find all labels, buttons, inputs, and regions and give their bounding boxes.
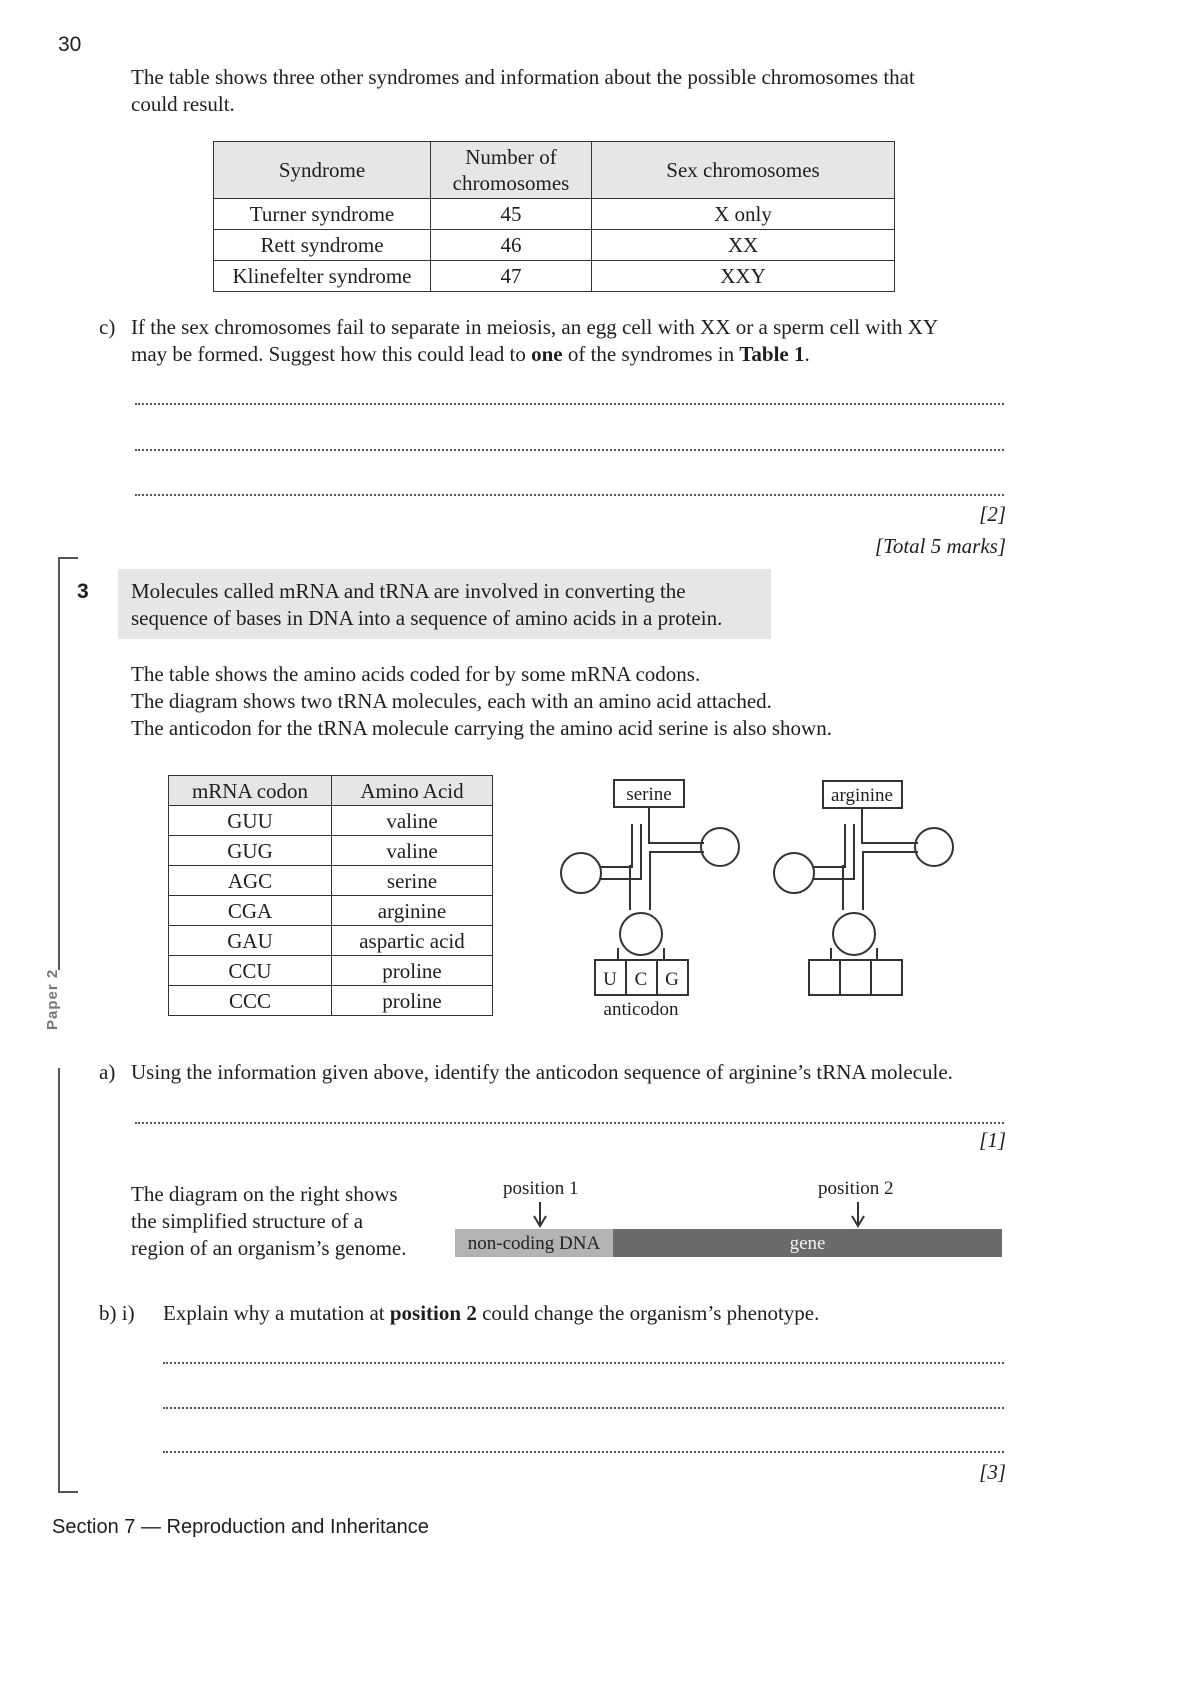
count-cell: 46 (431, 230, 592, 261)
q3a-label: a) (99, 1060, 116, 1084)
q2c-text: may be formed. Suggest how this could lead to (131, 342, 532, 366)
trna-loop (701, 828, 739, 866)
position-1-label: position 1 (503, 1178, 579, 1199)
q3-info-1: The table shows the amino acids coded for by some mRNA codons. (131, 662, 701, 686)
syndrome-cell: Rett syndrome (214, 230, 431, 261)
genome-text-2: the simplified structure of a (131, 1209, 364, 1233)
answer-line[interactable] (163, 1362, 1004, 1364)
table-row (214, 199, 895, 230)
q3a-text: Using the information given above, identify the anticodon sequence of arginine’s tRNA molecule. (131, 1060, 953, 1084)
q3bi-text-part: Explain why a mutation at (163, 1301, 390, 1325)
table-row (169, 836, 493, 866)
amino-acid-cell: valine (332, 836, 493, 866)
q3-info-2: The diagram shows two tRNA molecules, each with an amino acid attached. (131, 689, 772, 713)
amino-acid-header: Amino Acid (332, 776, 493, 806)
trna-strand (600, 824, 641, 879)
genome-text-1: The diagram on the right shows (131, 1182, 398, 1206)
syndrome-header: Syndrome (214, 142, 431, 199)
q2c-line-1: If the sex chromosomes fail to separate in meiosis, an egg cell with XX or a sperm cell with XY (131, 315, 939, 339)
intro-line-2: could result. (131, 92, 235, 116)
trna-strand (650, 852, 704, 910)
anticodon-base: U (603, 969, 617, 990)
genome-text-3: region of an organism’s genome. (131, 1236, 407, 1260)
codon-cell: CCC (169, 986, 332, 1016)
trna-molecule-arginine (774, 781, 953, 995)
trna-strand (863, 852, 918, 910)
answer-line[interactable] (163, 1451, 1004, 1453)
trna-strand (862, 808, 918, 843)
sex-chromosomes-header: Sex chromosomes (592, 142, 895, 199)
table-row (169, 806, 493, 836)
position-1-arrow (530, 1200, 550, 1230)
amino-acid-cell: serine (332, 866, 493, 896)
side-bracket-cap-top (58, 557, 78, 559)
chromosome-count-header-line2: chromosomes (452, 171, 570, 195)
codon-cell: CGA (169, 896, 332, 926)
q2c-emphasis-table: Table 1 (739, 342, 805, 366)
sex-chromosome-cell: XXY (592, 261, 895, 292)
amino-acid-cell: valine (332, 806, 493, 836)
chromosome-count-header-line1: Number of (465, 145, 557, 169)
anticodon-caption: anticodon (603, 999, 679, 1020)
gene-bar: gene (613, 1229, 1002, 1257)
anticodon-dividers (840, 960, 871, 995)
amino-acid-cell: arginine (332, 896, 493, 926)
q3-info-3: The anticodon for the tRNA molecule carrying the amino acid serine is also shown. (131, 716, 832, 740)
q3bi-marks: [3] (979, 1460, 1006, 1484)
question-intro-box (118, 569, 771, 639)
serine-label: serine (626, 784, 672, 805)
trna-diagram (550, 770, 970, 1030)
trna-strand (600, 824, 632, 867)
trna-loop (620, 913, 662, 955)
q3bi-emphasis: position 2 (389, 1301, 477, 1325)
position-2-label: position 2 (818, 1178, 894, 1199)
answer-line[interactable] (135, 1122, 1004, 1124)
side-bracket-bottom (58, 1068, 60, 1493)
chromosome-count-header (431, 142, 592, 199)
amino-acid-cell: proline (332, 956, 493, 986)
q3bi-label: b) i) (99, 1301, 135, 1325)
amino-acid-cell: proline (332, 986, 493, 1016)
trna-strand (649, 807, 704, 843)
table-row (214, 261, 895, 292)
codon-header: mRNA codon (169, 776, 332, 806)
syndrome-table (213, 141, 895, 292)
question-number: 3 (77, 580, 89, 603)
q2c-marks: [2] (979, 502, 1006, 526)
page-number: 30 (58, 33, 82, 56)
footer-section-title: Section 7 — Reproduction and Inheritance (52, 1516, 429, 1538)
answer-line[interactable] (135, 403, 1004, 405)
trna-loop (915, 828, 953, 866)
codon-cell: AGC (169, 866, 332, 896)
codon-cell: GUU (169, 806, 332, 836)
side-bracket-top (58, 557, 60, 970)
sex-chromosome-cell: X only (592, 199, 895, 230)
total-marks: [Total 5 marks] (874, 534, 1006, 558)
trna-strand (813, 824, 854, 879)
trna-strand (813, 824, 845, 867)
table-row (169, 896, 493, 926)
trna-loop (774, 853, 814, 893)
count-cell: 45 (431, 199, 592, 230)
answer-line[interactable] (135, 449, 1004, 451)
side-bracket-cap-bottom (58, 1491, 78, 1493)
paper-label: Paper 2 (44, 968, 61, 1030)
q3bi-text (163, 1300, 819, 1327)
codon-table (168, 775, 493, 1016)
syndrome-cell: Turner syndrome (214, 199, 431, 230)
q3a-marks: [1] (979, 1128, 1006, 1152)
trna-loop (561, 853, 601, 893)
anticodon-base: C (634, 969, 648, 990)
table-row (214, 230, 895, 261)
arginine-label: arginine (831, 785, 893, 806)
q2c-label: c) (99, 315, 116, 339)
answer-line[interactable] (163, 1407, 1004, 1409)
q2c-line-2 (131, 341, 810, 368)
codon-cell: GAU (169, 926, 332, 956)
amino-acid-cell: aspartic acid (332, 926, 493, 956)
codon-cell: GUG (169, 836, 332, 866)
table-row (169, 986, 493, 1016)
q3bi-text-part: could change the organism’s phenotype. (476, 1301, 820, 1325)
table-row (169, 926, 493, 956)
trna-loop (833, 913, 875, 955)
q2c-text: . (804, 342, 810, 366)
non-coding-dna-bar: non-coding DNA (455, 1229, 613, 1257)
trna-molecule-serine (561, 780, 739, 995)
syndrome-cell: Klinefelter syndrome (214, 261, 431, 292)
count-cell: 47 (431, 261, 592, 292)
codon-cell: CCU (169, 956, 332, 986)
q3-box-line-1: Molecules called mRNA and tRNA are involved in converting the (131, 579, 686, 603)
anticodon-base: G (665, 969, 679, 990)
q2c-emphasis-one: one (531, 342, 563, 366)
sex-chromosome-cell: XX (592, 230, 895, 261)
answer-line[interactable] (135, 494, 1004, 496)
q2c-text: of the syndromes in (562, 342, 740, 366)
intro-line-1: The table shows three other syndromes and information about the possible chromosomes that (131, 65, 915, 89)
position-2-arrow (848, 1200, 868, 1230)
q3-box-line-2: sequence of bases in DNA into a sequence of amino acids in a protein. (131, 606, 723, 630)
anticodon-box-empty[interactable] (809, 960, 902, 995)
table-row (169, 866, 493, 896)
table-row (169, 956, 493, 986)
